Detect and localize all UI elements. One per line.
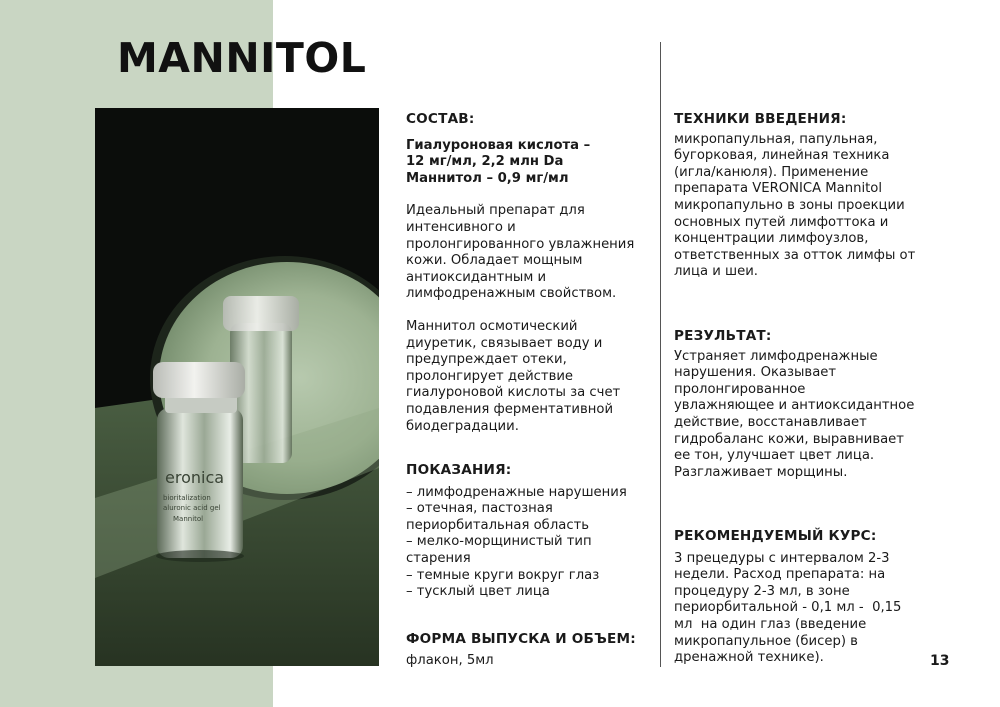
- course-section: [674, 528, 901, 667]
- page-title: MANNITOL: [117, 34, 367, 82]
- vial-label-line: bioritalization: [163, 494, 211, 502]
- course-line: дренажной технике).: [674, 650, 824, 666]
- result-line: Разглаживает морщины.: [674, 464, 848, 480]
- column-divider: [660, 42, 661, 667]
- description-line: лимфодренажным свойством.: [406, 286, 617, 302]
- indication-item: – лимфодренажные нарушения: [406, 484, 627, 500]
- composition-line: Гиалуроновая кислота –: [406, 137, 591, 153]
- indication-item: периорбитальная область: [406, 517, 590, 533]
- vial-label-line: aluronic acid gel: [163, 504, 221, 512]
- techniques-line: бугорковая, линейная техника: [674, 148, 890, 164]
- composition-column: [406, 111, 634, 435]
- indication-item: – отечная, пастозная: [406, 501, 553, 517]
- vial-brand-label: eronica: [165, 468, 225, 487]
- release-form-section: [406, 631, 636, 669]
- techniques-line: лица и шеи.: [674, 264, 758, 280]
- course-line: периорбитальной - 0,1 мл - 0,15: [674, 600, 902, 616]
- mannitol-description-line: предупреждает отеки,: [406, 352, 567, 368]
- result-section: [674, 328, 914, 481]
- techniques-line: концентрации лимфоузлов,: [674, 231, 869, 247]
- indications-heading: ПОКАЗАНИЯ:: [406, 462, 512, 478]
- course-line: микропапульное (бисер) в: [674, 633, 858, 649]
- indication-item: – тусклый цвет лица: [406, 584, 550, 600]
- result-line: Устраняет лимфодренажные: [674, 348, 878, 364]
- description-line: интенсивного и: [406, 219, 516, 235]
- techniques-line: (игла/канюля). Применение: [674, 164, 869, 180]
- release-form-heading: ФОРМА ВЫПУСКА И ОБЪЕМ:: [406, 631, 636, 647]
- course-line: мл на один глаз (введение: [674, 616, 867, 632]
- indication-item: – мелко-морщинистый тип: [406, 534, 592, 550]
- result-line: действие, восстанавливает: [674, 414, 867, 430]
- mannitol-description-line: пролонгирует действие: [406, 368, 574, 384]
- indication-item: старения: [406, 550, 471, 566]
- result-line: пролонгированное: [674, 381, 806, 397]
- techniques-section: [674, 111, 915, 281]
- description-line: кожи. Обладает мощным: [406, 253, 583, 269]
- course-line: 3 прецедуры с интервалом 2-3: [674, 550, 890, 566]
- indication-item: – темные круги вокруг глаз: [406, 567, 600, 583]
- result-line: нарушения. Оказывает: [674, 365, 837, 381]
- result-line: увлажняющее и антиоксидантное: [674, 398, 915, 414]
- description-line: пролонгированного увлажнения: [406, 236, 635, 252]
- mannitol-description-line: биодеградации.: [406, 418, 519, 434]
- page-number: 13: [930, 653, 950, 669]
- composition-line: 12 мг/мл, 2,2 млн Da: [406, 154, 564, 170]
- description-line: Идеальный препарат для: [406, 203, 585, 219]
- result-line: ее тон, улучшает цвет лица.: [674, 448, 875, 464]
- mannitol-description-line: диуретик, связывает воду и: [406, 335, 603, 351]
- product-photo-illustration: [95, 108, 379, 666]
- product-photo: [95, 108, 379, 666]
- composition-line: Маннитол – 0,9 мг/мл: [406, 170, 569, 186]
- result-line: гидробаланс кожи, выравнивает: [674, 431, 904, 447]
- techniques-heading: ТЕХНИКИ ВВЕДЕНИЯ:: [674, 111, 847, 127]
- mannitol-description-line: гиалуроновой кислоты за счет: [406, 385, 621, 401]
- result-heading: РЕЗУЛЬТАТ:: [674, 328, 772, 344]
- mannitol-description-line: Маннитол осмотический: [406, 318, 578, 334]
- techniques-line: микропапульно в зоны проекции: [674, 197, 905, 213]
- techniques-line: основных путей лимфоттока и: [674, 214, 889, 230]
- vial-label-line: Mannitol: [173, 515, 204, 523]
- description-line: антиоксидантным и: [406, 269, 547, 285]
- mannitol-description-line: подавления ферментативной: [406, 401, 614, 417]
- techniques-line: препарата VERONICA Mannitol: [674, 181, 883, 197]
- release-form-value: флакон, 5мл: [406, 652, 494, 668]
- course-line: процедуру 2-3 мл, в зоне: [674, 583, 850, 599]
- techniques-line: микропапульная, папульная,: [674, 131, 878, 147]
- indications-section: [406, 462, 627, 601]
- composition-heading: СОСТАВ:: [406, 111, 475, 127]
- course-line: недели. Расход препарата: на: [674, 567, 886, 583]
- course-heading: РЕКОМЕНДУЕМЫЙ КУРС:: [674, 528, 877, 544]
- techniques-line: ответственных за отток лимфы от: [674, 247, 916, 263]
